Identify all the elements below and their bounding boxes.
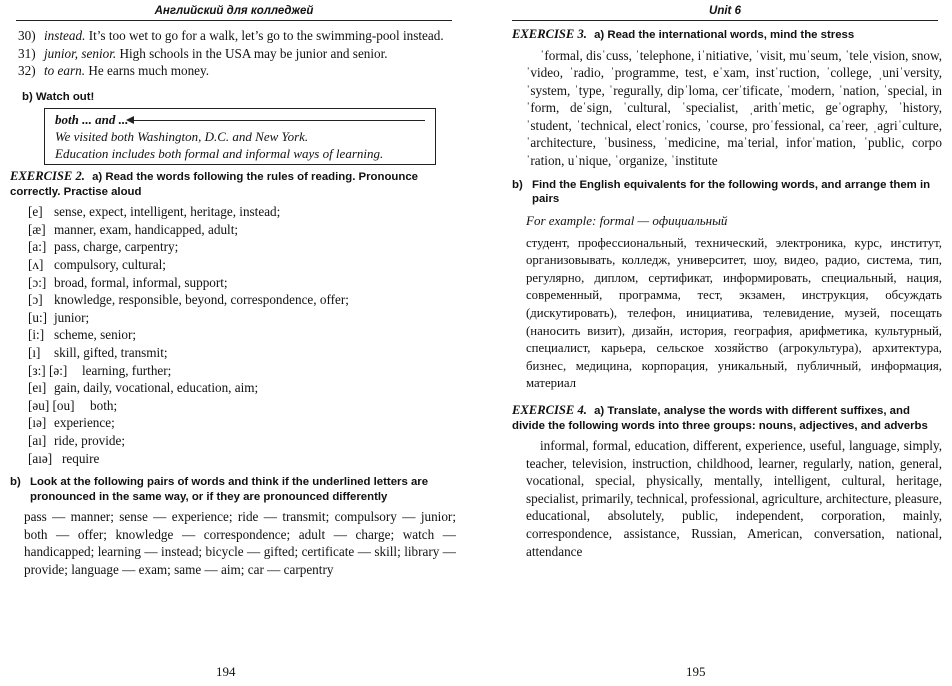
exercise-2b-heading: b) Look at the following pairs of words and think if the underlined letters are pronounced in the same way, or if they are pronounced differently bbox=[10, 476, 429, 503]
phonetic-row: [eı] gain, daily, vocational, education, aim; bbox=[28, 380, 259, 396]
exercise-3b-heading: b) Find the English equivalents for the following words, and arrange them in pairs bbox=[512, 178, 931, 206]
exercise-3-heading bbox=[512, 27, 942, 43]
exercise-instruction: a) Read the words following the rules of reading. Pronounce correctly. Practise aloud bbox=[10, 171, 419, 198]
phonetic-row: [ʌ] compulsory, cultural; bbox=[28, 257, 166, 273]
example-line: For example: formal — официальный bbox=[526, 212, 728, 228]
running-head: Unit 6 bbox=[512, 0, 938, 21]
watch-out-heading: b) Watch out! bbox=[22, 90, 95, 103]
exercise-label: EXERCISE 3. bbox=[512, 27, 587, 41]
watch-out-box bbox=[44, 108, 436, 165]
suffix-words-paragraph: informal, formal, education, different, experience, useful, language, simply, teacher, television, instruction, childhood, learner, regularly, nation, general, vocational, special, physically, mentally, intelligent, cultural, heritage, specialist, primarily, technical, professional, agriculture, architecture, pleasure, educational, absolutely, public, independent, corporation, mainly, correspondence, assistance, Russian, American, conversation, national, attendance bbox=[526, 438, 942, 559]
exercise-4-heading bbox=[512, 403, 942, 433]
phonetic-list bbox=[28, 203, 456, 467]
phonetic-row: [e] sense, expect, intelligent, heritage, instead; bbox=[28, 204, 281, 220]
exercise-instruction: a) Read the international words, mind the stress bbox=[594, 29, 855, 41]
phonetic-row: [a:] pass, charge, carpentry; bbox=[28, 239, 179, 255]
phonetic-row: [з:] [ə:] learning, further; bbox=[28, 362, 172, 378]
watch-out-example-1: We visited both Washington, D.C. and New York. bbox=[55, 129, 309, 145]
phonetic-row: [ɔ] knowledge, responsible, beyond, correspondence, offer; bbox=[28, 292, 349, 308]
phonetic-row: [ıə] experience; bbox=[28, 415, 115, 431]
phonetic-row: [æ] manner, exam, handicapped, adult; bbox=[28, 221, 239, 237]
page-number: 194 bbox=[216, 664, 236, 679]
phonetic-row: [əu] [ou] both; bbox=[28, 397, 118, 413]
word-pairs-paragraph: pass — manner; sense — experience; ride — transmit; compulsory — junior; both — offer; knowledge — correspondence; adult — charge; watch — handicapped; learning — instead; bicycle — gifted; certificate — skill; library — provide; language — exam; same — aim; car — carpentry bbox=[24, 509, 456, 577]
exercise-label: EXERCISE 4. bbox=[512, 403, 587, 417]
exercise-label: EXERCISE 2. bbox=[10, 169, 85, 184]
exercise-2-heading bbox=[10, 169, 456, 199]
numbered-item-32: 32) to earn. He earns much money. bbox=[18, 63, 210, 79]
right-page bbox=[476, 0, 952, 686]
numbered-item-31: 31) junior, senior. High schools in the USA may be junior and senior. bbox=[18, 45, 388, 61]
watch-out-pattern: both ... and ... bbox=[55, 112, 129, 128]
watch-out-example-2: Education includes both formal and informal ways of learning. bbox=[55, 146, 384, 162]
arrow-line bbox=[133, 120, 425, 121]
international-words-paragraph: ˈformal, disˈcuss, ˈtelephone, iˈnitiative, ˈvisit, muˈseum, ˈteleˌvision, snow, ˈvideo, ˈradio, ˈprogramme, test, eˈxam, instˈruction, ˈcollege, ˌuniˈversity, ˈsystem, ˈtype, ˈregurally, dipˈloma, cerˈtificate, ˈmodern, ˈnation, ˈspecial, inˈform, deˈsign, ˈcultural, ˈspecialist, ˌarithˈmetic, geˈography, ˈhistory, ˈstudent, ˈtechnical, electˈronics, ˈcourse, proˈfessional, caˈreer, ˌagriˈculture, ˈarchitecture, ˈbusiness, ˈmedicine, maˈterial, inforˈmation, ˈpublic, corpoˈration, uˈnique, ˈorganize, ˈinstitute bbox=[526, 47, 942, 169]
page-number: 195 bbox=[686, 664, 706, 679]
numbered-item-30: 30) instead. It’s too wet to go for a walk, let’s go to the swimming-pool instead. bbox=[18, 28, 444, 43]
phonetic-row: [i:] scheme, senior; bbox=[28, 327, 137, 343]
phonetic-row: [aı] ride, provide; bbox=[28, 433, 126, 448]
running-head: Английский для колледжей bbox=[16, 0, 452, 21]
russian-words-paragraph: студент, профессиональный, технический, электроника, курс, институт, организовывать, колледж, университет, шоу, видео, радио, система, тип, регулярно, диплом, сертификат, информировать, специальный, нация, современный, программа, тест, экзамен, инструкция, обсуждать (дискутировать), телефон, инициатива, телевидение, музей, посещать (наносить визит), дизайн, история, география, арифметика, культурный, специалист, карьера, сельское хозяйство (агрокультура), архитектура, бизнес, медицина, корпорация, уникальный, публичный, информация, материал bbox=[526, 235, 942, 391]
phonetic-row: [ı] skill, gifted, transmit; bbox=[28, 345, 168, 361]
exercise-instruction: a) Translate, analyse the words with different suffixes, and divide the following words into three groups: nouns, adjectives, and adverbs bbox=[512, 405, 928, 432]
phonetic-row: [aıə] require bbox=[28, 450, 100, 466]
phonetic-row: [ɔ:] broad, formal, informal, support; bbox=[28, 274, 228, 290]
phonetic-row: [u:] junior; bbox=[28, 309, 90, 325]
